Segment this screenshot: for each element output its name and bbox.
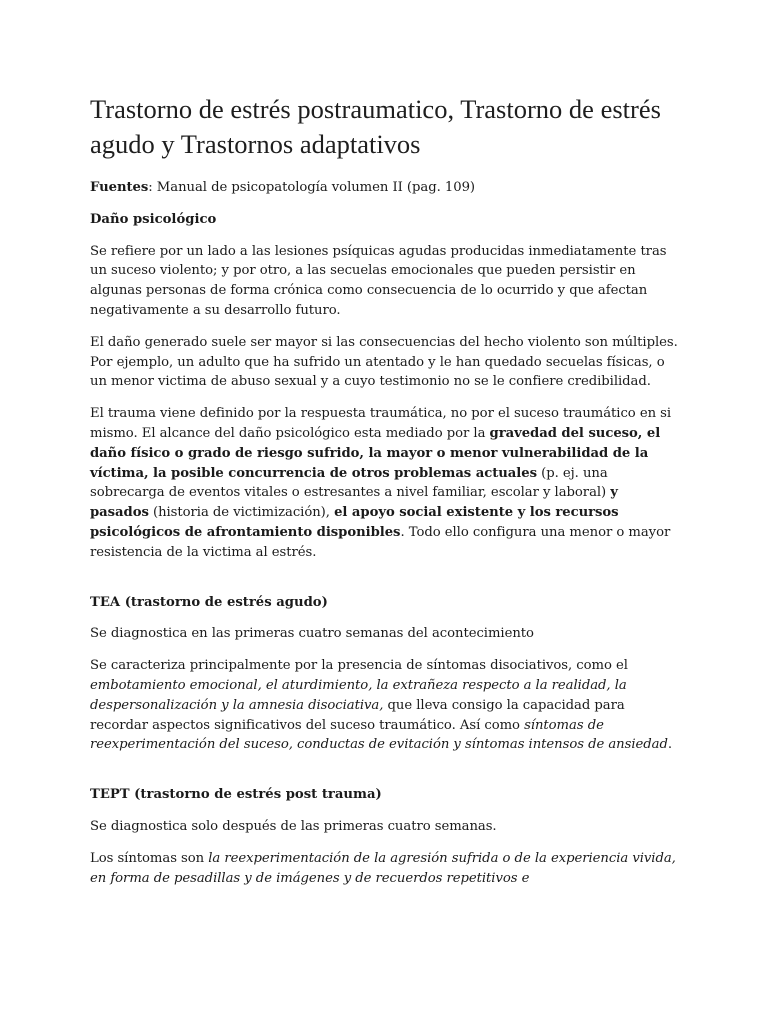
bold-run: y pasados <box>90 485 618 521</box>
tept-paragraph-2 <box>90 849 680 889</box>
sources-label: Fuentes <box>90 180 149 195</box>
tept-paragraph-1: Se diagnostica solo después de las primeras cuatro semanas. <box>90 818 497 834</box>
italic-run: la reexperimentación de la agresión sufrida o de la experiencia vivida, en forma de pesadillas y de imágenes y de recuerdos repetitivos e <box>90 850 676 886</box>
tea-heading: TEA (trastorno de estrés agudo) <box>90 594 328 610</box>
sources-text: : Manual de psicopatología volumen II (pag. 109) <box>148 180 476 195</box>
italic-run: embotamiento emocional, el aturdimiento, la extrañeza respecto a la realidad, la despersonalización y la amnesia disociativa, <box>90 677 627 713</box>
document-title: Trastorno de estrés postraumatico, Trastorno de estrés agudo y Trastornos adaptativos <box>90 94 661 159</box>
document-page <box>90 92 680 900</box>
damage-heading: Daño psicológico <box>90 211 217 227</box>
damage-paragraph-2: El daño generado suele ser mayor si las consecuencias del hecho violento son múltiples. Por ejemplo, un adulto que ha sufrido un atentado y le han quedado secuelas físicas, o un menor victima de abuso sexual y a cuyo testimonio no se le confiere credibilidad. <box>90 334 678 390</box>
text-run: . Todo ello configura una menor o mayor resistencia de la victima al estrés. <box>90 524 671 560</box>
text-run: Se caracteriza principalmente por la presencia de síntomas disociativos, como el <box>90 658 628 674</box>
damage-paragraph-3 <box>90 404 680 562</box>
sources-line <box>90 178 680 198</box>
text-run: (historia de victimización), <box>148 505 335 521</box>
tept-heading: TEPT (trastorno de estrés post trauma) <box>90 787 382 803</box>
tea-paragraph-2 <box>90 656 680 755</box>
tea-paragraph-1: Se diagnostica en las primeras cuatro semanas del acontecimiento <box>90 626 534 642</box>
bold-run: el apoyo social existente y los recursos psicológicos de afrontamiento disponibles <box>90 505 619 540</box>
text-run: que lleva consigo la capacidad para recordar aspectos significativos del suceso traumático. Así como <box>90 697 625 733</box>
text-run: Los síntomas son <box>90 850 209 866</box>
damage-paragraph-1: Se refiere por un lado a las lesiones psíquicas agudas producidas inmediatamente tras un suceso violento; y por otro, a las secuelas emocionales que pueden persistir en algunas personas de forma crónica como consecuencia de lo ocurrido y que afectan negativamente a su desarrollo futuro. <box>90 243 667 318</box>
italic-run: síntomas de reexperimentación del suceso, conductas de evitación y síntomas intensos de ansiedad <box>90 717 668 753</box>
text-run: El trauma viene definido por la respuesta traumática, no por el suceso traumático en si mismo. El alcance del daño psicológico esta mediado por la <box>90 406 672 441</box>
text-run: . <box>667 737 673 753</box>
text-run: (p. ej. una sobrecarga de eventos vitales o estresantes a nivel familiar, escolar y laboral) <box>90 465 611 501</box>
bold-run: gravedad del suceso, el daño físico o grado de riesgo sufrido, la mayor o menor vulnerabilidad de la víctima, la posible concurrencia de otros problemas actuales <box>90 425 661 481</box>
